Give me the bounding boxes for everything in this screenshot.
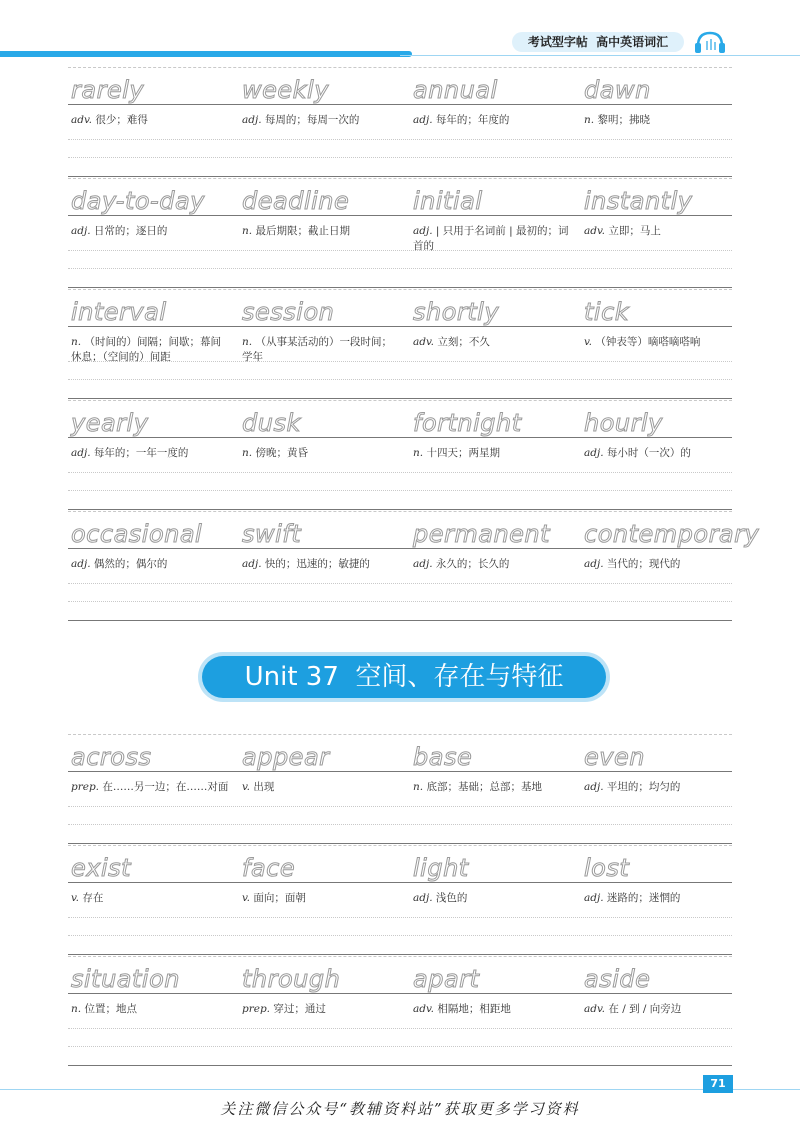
vocab-definition — [242, 335, 402, 365]
definition-text: （从事某活动的）一段时间；学年 — [242, 336, 392, 363]
vocab-word: lost — [584, 854, 630, 882]
word-group — [68, 845, 732, 943]
definition-text: 位置；地点 — [84, 1003, 137, 1015]
vocab-word: shortly — [413, 298, 500, 326]
writing-guide-line — [68, 1028, 732, 1029]
part-of-speech: adv. — [71, 114, 93, 126]
writing-guide-line — [68, 620, 732, 621]
definition-text: 在……另一边；在……对面 — [102, 781, 229, 793]
writing-guide-line — [68, 1046, 732, 1047]
part-of-speech: adv. — [413, 1003, 435, 1015]
vocab-word: instantly — [584, 187, 693, 215]
header-rule — [400, 55, 800, 56]
vocab-definition — [242, 446, 402, 461]
part-of-speech: v. — [242, 892, 251, 904]
vocab-word: face — [242, 854, 296, 882]
definition-text: 立刻；不久 — [437, 336, 490, 348]
writing-guide-line — [68, 379, 732, 380]
writing-guide-line — [68, 601, 732, 602]
vocab-word: occasional — [71, 520, 203, 548]
vocab-word: permanent — [413, 520, 551, 548]
vocab-definition — [71, 1002, 231, 1017]
vocab-word: dusk — [242, 409, 301, 437]
vocab-word: aside — [584, 965, 651, 993]
word-group — [68, 289, 732, 387]
part-of-speech: n. — [71, 336, 82, 348]
writing-guide-line — [68, 268, 732, 269]
vocab-word: appear — [242, 743, 330, 771]
part-of-speech: adj. — [71, 447, 91, 459]
word-group — [68, 734, 732, 832]
vocab-entry — [239, 400, 405, 460]
writing-guide-line — [68, 157, 732, 158]
vocab-definition — [413, 335, 573, 350]
part-of-speech: n. — [413, 781, 424, 793]
vocab-definition — [413, 224, 573, 254]
vocab-word: base — [413, 743, 473, 771]
vocab-definition — [584, 891, 744, 906]
part-of-speech: adj. — [242, 558, 262, 570]
footer-rule — [0, 1089, 800, 1090]
vocab-entry — [68, 178, 234, 238]
headphones-icon — [692, 30, 728, 54]
vocab-definition — [71, 113, 231, 128]
part-of-speech: adj. — [413, 892, 433, 904]
vocab-word: across — [71, 743, 152, 771]
definition-text: 永久的；长久的 — [435, 558, 510, 570]
vocab-entry — [239, 845, 405, 905]
vocab-definition — [584, 335, 744, 350]
vocab-entry — [581, 178, 747, 238]
part-of-speech: n. — [242, 336, 253, 348]
vocab-entry — [410, 956, 576, 1016]
vocab-entry — [410, 289, 576, 349]
definition-text: 偶然的；偶尔的 — [93, 558, 168, 570]
part-of-speech: adj. — [242, 114, 262, 126]
vocab-entry — [239, 67, 405, 127]
writing-guide-line — [68, 1065, 732, 1066]
vocab-definition — [71, 780, 231, 795]
definition-text: 每小时（一次）的 — [606, 447, 691, 459]
writing-guide-line — [68, 139, 732, 140]
part-of-speech: v. — [71, 892, 80, 904]
part-of-speech: adj. — [413, 225, 433, 237]
vocab-definition — [413, 446, 573, 461]
part-of-speech: adj. — [584, 892, 604, 904]
writing-guide-line — [68, 398, 732, 399]
part-of-speech: adj. — [413, 558, 433, 570]
vocab-entry — [410, 178, 576, 252]
vocab-definition — [242, 113, 402, 128]
vocab-word: deadline — [242, 187, 350, 215]
unit-banner: Unit 37 空间、存在与特征 — [202, 656, 606, 698]
definition-text: 每周的；每周一次的 — [264, 114, 360, 126]
vocab-definition — [584, 1002, 744, 1017]
vocab-definition — [584, 224, 744, 239]
vocab-word: dawn — [584, 76, 651, 104]
vocab-entry — [581, 956, 747, 1016]
vocab-entry — [581, 289, 747, 349]
vocab-definition — [242, 224, 402, 239]
vocab-definition — [584, 113, 744, 128]
vocab-word: hourly — [584, 409, 663, 437]
writing-guide-line — [68, 472, 732, 473]
vocab-entry — [410, 400, 576, 460]
writing-guide-line — [68, 806, 732, 807]
vocab-word: apart — [413, 965, 480, 993]
vocab-word: day-to-day — [71, 187, 205, 215]
part-of-speech: adj. — [584, 781, 604, 793]
vocab-definition — [413, 113, 573, 128]
writing-guide-line — [68, 509, 732, 510]
definition-text: | 只用于名词前 | 最初的；词首的 — [413, 225, 569, 252]
vocab-definition — [71, 446, 231, 461]
vocab-definition — [584, 780, 744, 795]
writing-guide-line — [68, 490, 732, 491]
word-group — [68, 956, 732, 1054]
word-group — [68, 511, 760, 609]
vocab-entry — [410, 845, 576, 905]
vocab-entry — [68, 400, 234, 460]
vocab-entry — [239, 734, 405, 794]
vocab-word: weekly — [242, 76, 329, 104]
writing-guide-line — [68, 583, 732, 584]
part-of-speech: v. — [584, 336, 593, 348]
writing-guide-line — [68, 935, 732, 936]
writing-guide-line — [68, 250, 732, 251]
vocab-word: even — [584, 743, 645, 771]
writing-guide-line — [68, 917, 732, 918]
definition-text: 底部；基础；总部；基地 — [426, 781, 542, 793]
vocab-entry — [410, 67, 576, 127]
vocab-word: initial — [413, 187, 483, 215]
definition-text: 当代的；现代的 — [606, 558, 681, 570]
vocab-entry — [68, 734, 234, 794]
vocab-definition — [71, 557, 231, 572]
vocab-word: rarely — [71, 76, 145, 104]
definition-text: 立即；马上 — [608, 225, 661, 237]
definition-text: 在 / 到 / 向旁边 — [608, 1003, 682, 1015]
vocab-definition — [242, 557, 402, 572]
word-group — [68, 178, 732, 276]
definition-text: （时间的）间隔；间歇；幕间休息；（空间的）间距 — [71, 336, 221, 363]
vocab-word: light — [413, 854, 469, 882]
vocab-word: exist — [71, 854, 132, 882]
vocab-definition — [413, 1002, 573, 1017]
vocab-entry — [581, 67, 747, 127]
vocab-entry — [68, 67, 234, 127]
vocab-definition — [413, 557, 573, 572]
part-of-speech: n. — [242, 225, 253, 237]
part-of-speech: adj. — [413, 114, 433, 126]
vocab-entry — [68, 845, 234, 905]
vocab-word: annual — [413, 76, 498, 104]
writing-guide-line — [68, 287, 732, 288]
part-of-speech: n. — [71, 1003, 82, 1015]
vocab-entry — [581, 845, 747, 905]
book-title-label: 考试型字帖 高中英语词汇 — [512, 32, 684, 52]
part-of-speech: adj. — [71, 558, 91, 570]
definition-text: 十四天；两星期 — [426, 447, 500, 459]
vocab-definition — [242, 891, 402, 906]
writing-guide-line — [68, 843, 732, 844]
vocab-entry — [68, 511, 234, 571]
vocab-word: yearly — [71, 409, 149, 437]
vocab-definition — [71, 891, 231, 906]
definition-text: 最后期限；截止日期 — [255, 225, 350, 237]
vocab-entry — [239, 178, 405, 238]
vocab-word: fortnight — [413, 409, 522, 437]
vocab-definition — [584, 557, 744, 572]
definition-text: 存在 — [82, 892, 104, 904]
vocab-definition — [242, 1002, 402, 1017]
vocab-entry — [581, 400, 747, 460]
part-of-speech: n. — [242, 447, 253, 459]
definition-text: 出现 — [253, 781, 275, 793]
word-group — [68, 400, 732, 498]
vocab-definition — [584, 446, 744, 461]
part-of-speech: adv. — [584, 1003, 606, 1015]
vocab-definition — [413, 891, 573, 906]
definition-text: 日常的；逐日的 — [93, 225, 168, 237]
vocab-entry — [68, 289, 234, 363]
part-of-speech: adv. — [584, 225, 606, 237]
vocab-definition — [413, 780, 573, 795]
word-group — [68, 67, 732, 165]
vocab-entry — [581, 734, 747, 794]
definition-text: 相隔地；相距地 — [437, 1003, 511, 1015]
header-accent-bar — [0, 51, 412, 57]
vocab-definition — [71, 224, 231, 239]
vocab-word: interval — [71, 298, 167, 326]
part-of-speech: n. — [584, 114, 595, 126]
part-of-speech: n. — [413, 447, 424, 459]
part-of-speech: adv. — [413, 336, 435, 348]
footer-note: 关注微信公众号“教辅资料站”获取更多学习资料 — [220, 1100, 580, 1118]
vocab-word: contemporary — [584, 520, 760, 548]
definition-text: 穿过；通过 — [273, 1003, 326, 1015]
vocab-definition — [71, 335, 231, 365]
vocab-word: session — [242, 298, 335, 326]
definition-text: 面向；面朝 — [253, 892, 306, 904]
definition-text: 傍晚；黄昏 — [255, 447, 308, 459]
definition-text: 快的；迅速的；敏捷的 — [264, 558, 370, 570]
definition-text: 每年的；一年一度的 — [93, 447, 189, 459]
definition-text: （钟表等）嘀嗒嘀嗒响 — [595, 336, 701, 348]
writing-guide-line — [68, 176, 732, 177]
definition-text: 平坦的；均匀的 — [606, 781, 681, 793]
part-of-speech: adj. — [584, 558, 604, 570]
part-of-speech: adj. — [584, 447, 604, 459]
part-of-speech: prep. — [71, 781, 100, 793]
vocab-word: tick — [584, 298, 630, 326]
vocab-entry — [239, 289, 405, 363]
vocab-entry — [68, 956, 234, 1016]
definition-text: 黎明；拂晓 — [597, 114, 650, 126]
vocab-entry — [239, 511, 405, 571]
part-of-speech: v. — [242, 781, 251, 793]
writing-guide-line — [68, 824, 732, 825]
vocab-entry — [581, 511, 760, 571]
definition-text: 每年的；年度的 — [435, 114, 510, 126]
vocab-entry — [410, 734, 576, 794]
part-of-speech: adj. — [71, 225, 91, 237]
definition-text: 迷路的；迷惘的 — [606, 892, 681, 904]
vocab-definition — [242, 780, 402, 795]
definition-text: 很少；难得 — [95, 114, 148, 126]
vocab-entry — [239, 956, 405, 1016]
vocab-word: situation — [71, 965, 180, 993]
definition-text: 浅色的 — [435, 892, 468, 904]
vocab-word: through — [242, 965, 341, 993]
page-number: 71 — [703, 1075, 733, 1093]
vocab-word: swift — [242, 520, 302, 548]
writing-guide-line — [68, 954, 732, 955]
part-of-speech: prep. — [242, 1003, 271, 1015]
vocab-entry — [410, 511, 576, 571]
